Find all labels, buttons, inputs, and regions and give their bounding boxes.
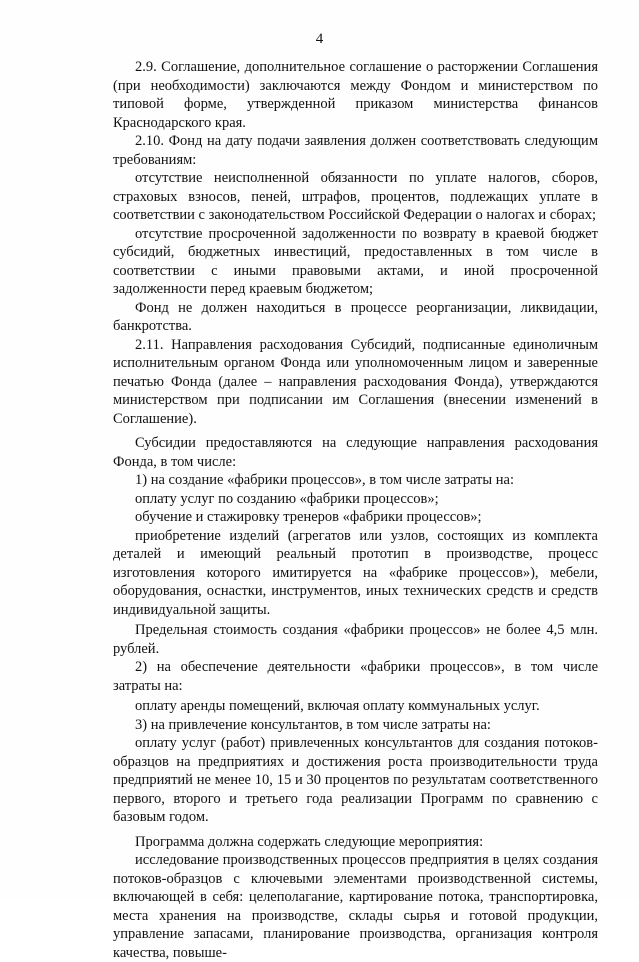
factory-cost-limit: Предельная стоимость создания «фабрики процессов» не более 4,5 млн. рублей. [113,622,598,657]
paragraph-2-11: 2.11. Направления расходования Субсидий, подписанные единоличным исполнительным органом Фонда или уполномоченным лицом и заверенные печатью Фонда (далее – направления расходования Фонда), утверждаются министерством при подписании им Соглашения (внесении изменений в Соглашение). [113,336,598,427]
direction-1-training: обучение и стажировку тренеров «фабрики процессов»; [135,509,482,525]
requirement-tax-debt: отсутствие неисполненной обязанности по уплате налогов, сборов, страховых взносов, пеней, штрафов, процентов, подлежащих уплате в соответствии с законодательством Российской Федерации о налогах и сборах; [113,170,598,223]
requirement-no-reorganization: Фонд не должен находиться в процессе реорганизации, ликвидации, банкротства. [113,299,598,334]
direction-3-consultants: 3) на привлечение консультантов, в том числе затраты на: [135,716,491,733]
program-activity-research: исследование производственных процессов предприятия в целях создания потоков-образцов с ключевыми элементами производственной системы, включающей в себя: целеполагание, картирование потока, транспортировка, места хранения на производстве, склады сырья и готовой продукции, управление запасами, планирование производства, организация контроля качества, повыше- [113,852,598,961]
document-body [113,58,598,962]
paragraph-2-10: 2.10. Фонд на дату подачи заявления должен соответствовать следующим требованиям: [113,133,598,168]
subsidy-directions-intro: Субсидии предоставляются на следующие направления расходования Фонда, в том числе: [113,435,598,470]
direction-1-services: оплату услуг по созданию «фабрики процессов»; [135,490,439,507]
requirement-budget-debt: отсутствие просроченной задолженности по возврату в краевой бюджет субсидий, бюджетных инвестиций, предоставленных в том числе в соответствии с иными правовыми актами, и иной просроченной задолженности перед краевым бюджетом; [113,225,598,297]
direction-1-equipment: приобретение изделий (агрегатов или узлов, состоящих из комплекта деталей и имеющий реальный прототип в производстве, процесс изготовления которого имитируется на «фабрике процессов»), мебели, оборудования, оснастки, инструментов, иных технических средств и средств индивидуальной защиты. [113,527,598,618]
program-activities-intro: Программа должна содержать следующие мероприятия: [135,833,484,850]
page-number: 4 [315,31,324,47]
paragraph-2-9: 2.9. Соглашение, дополнительное соглашение о расторжении Соглашения (при необходимости) заключаются между Фондом и министерством по типовой форме, утвержденной приказом министерства финансов Краснодарского края. [113,59,598,131]
direction-1-factory-creation: 1) на создание «фабрики процессов», в том числе затраты на: [135,472,514,488]
direction-2-rent: оплату аренды помещений, включая оплату коммунальных услуг. [135,698,540,714]
direction-3-consultant-services: оплату услуг (работ) привлеченных консультантов для создания потоков-образцов на предприятиях и достижения роста производительности труда предприятий не менее 10, 15 и 30 процентов по результатам соответственного первого, второго и третьего года реализации Программ по сравнению с базовым годом. [113,735,598,825]
direction-2-factory-operation: 2) на обеспечение деятельности «фабрики процессов», в том числе затраты на: [113,659,598,694]
